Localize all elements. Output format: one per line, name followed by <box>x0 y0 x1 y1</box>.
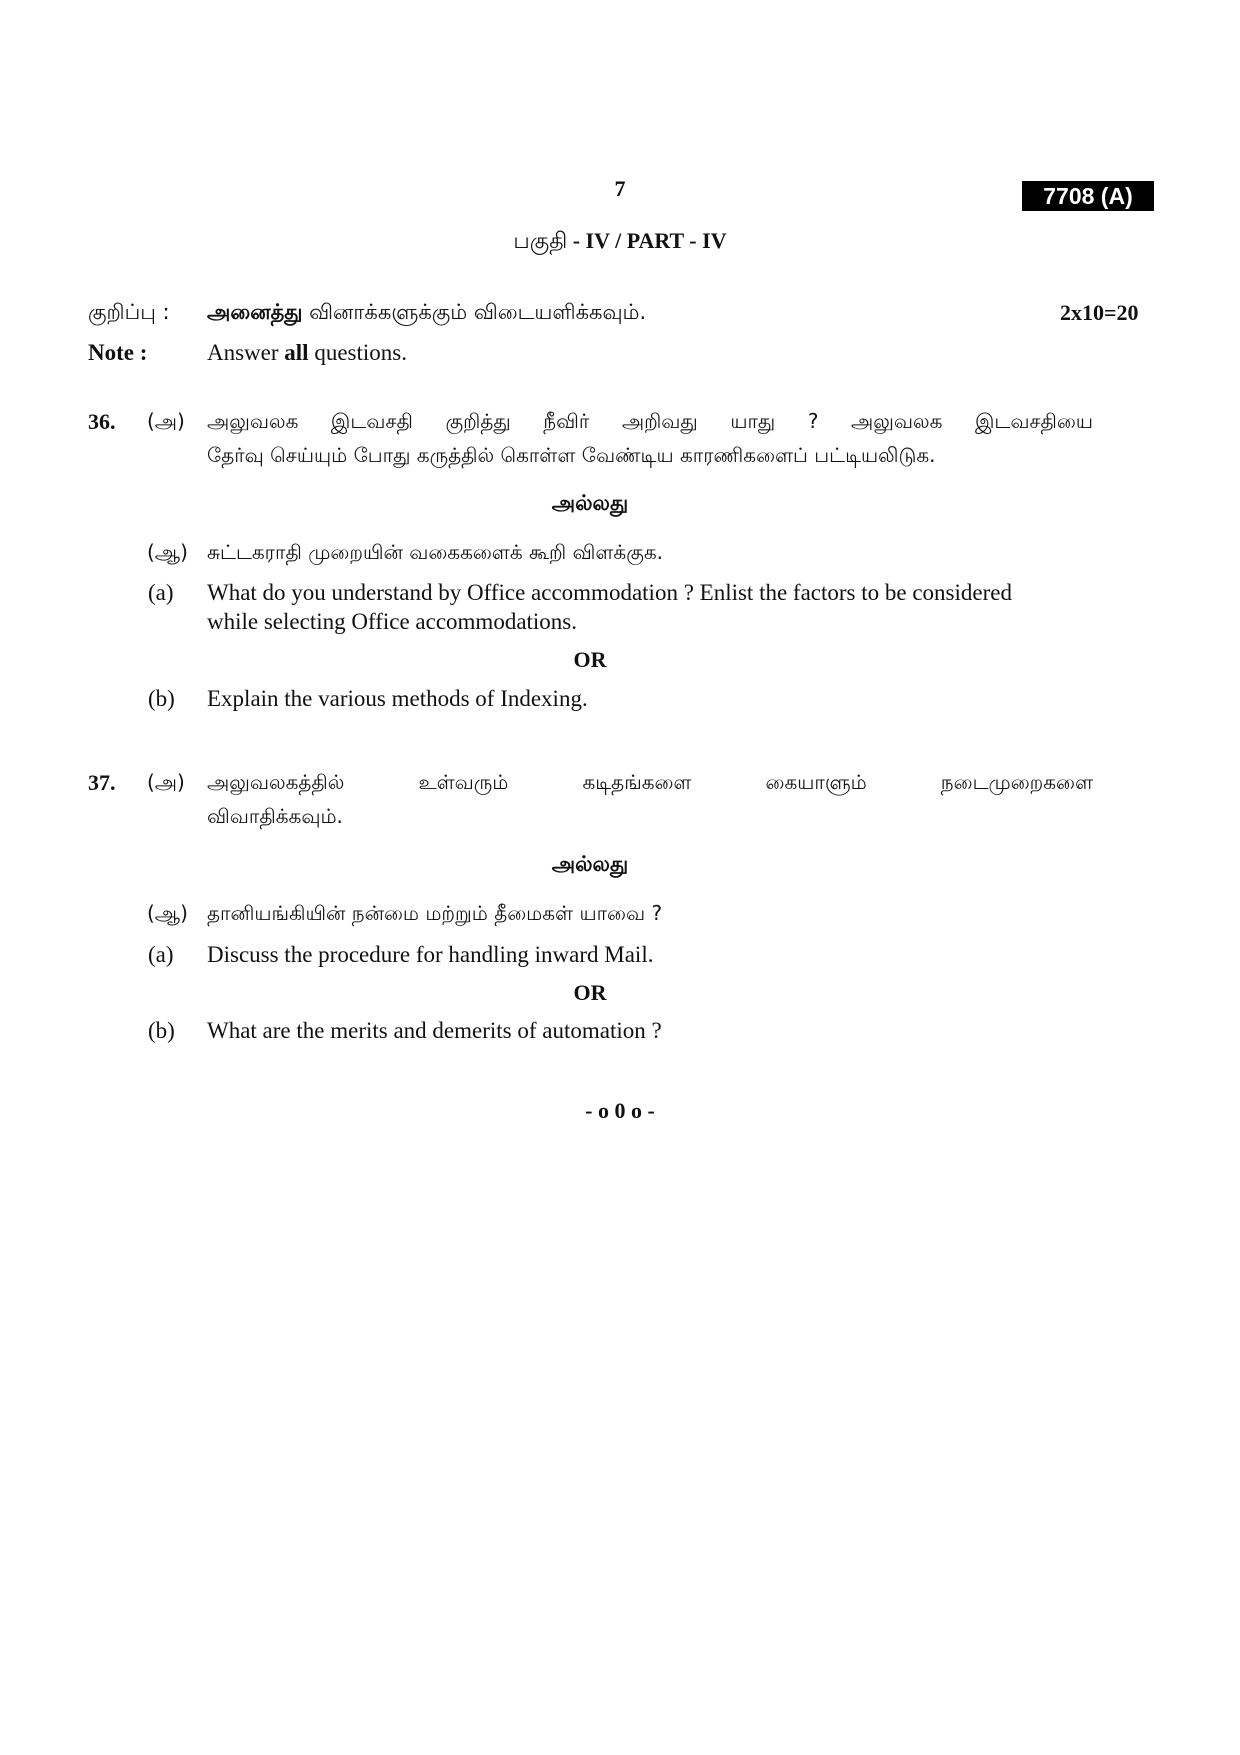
part-title-english: - IV / PART - IV <box>567 228 727 253</box>
q36-b-en-label: (b) <box>148 686 175 711</box>
q36-b-tamil-label: (ஆ) <box>147 540 188 564</box>
note-en-bold: all <box>284 340 309 365</box>
q37-b-en-label: (b) <box>148 1018 175 1043</box>
q36-a-en-line1: What do you understand by Office accommodation ? Enlist the factors to be considered <box>207 580 1012 605</box>
question-36-number: 36. <box>88 409 116 434</box>
question-37-number: 37. <box>88 770 116 795</box>
q36-a-tamil-line2: தேர்வு செய்யும் போது கருத்தில் கொள்ள வேண்டிய காரணிகளைப் பட்டியலிடுக. <box>207 443 936 467</box>
q36-a-tamil-label: (அ) <box>147 409 185 433</box>
part-title-tamil: பகுதி <box>513 229 568 254</box>
paper-code-badge: 7708 (A) <box>1022 181 1154 211</box>
q36-a-en-label: (a) <box>148 580 174 605</box>
q37-or-english: OR <box>573 980 607 1005</box>
page-number: 7 <box>614 176 626 201</box>
note-tamil-bold: அனைத்து <box>207 300 303 324</box>
note-en-pre: Answer <box>207 340 285 365</box>
q37-b-tamil-label: (ஆ) <box>147 901 188 925</box>
q37-a-tamil-line2: விவாதிக்கவும். <box>207 804 343 828</box>
q36-b-en-text: Explain the various methods of Indexing. <box>207 686 588 711</box>
q37-b-tamil-text: தானியங்கியின் நன்மை மற்றும் தீமைகள் யாவை ? <box>207 901 663 925</box>
q37-a-tamil-label: (அ) <box>147 770 185 794</box>
q36-b-tamil-text: சுட்டகராதி முறையின் வகைகளைக் கூறி விளக்குக. <box>207 540 664 564</box>
note-en-post: questions. <box>308 340 407 365</box>
note-tamil-label: குறிப்பு : <box>88 300 170 324</box>
q36-a-en-line2: while selecting Office accommodations. <box>207 609 578 634</box>
marks-allocation: 2x10=20 <box>1060 300 1139 325</box>
q37-a-en-label: (a) <box>148 942 174 967</box>
q37-a-en-line1: Discuss the procedure for handling inward Mail. <box>207 942 654 967</box>
q36-or-english: OR <box>573 647 607 672</box>
note-en-label: Note : <box>88 340 148 365</box>
part-title <box>0 228 1240 257</box>
q37-b-en-text: What are the merits and demerits of automation ? <box>207 1018 662 1043</box>
q37-or-tamil: அல்லது <box>551 852 629 876</box>
q37-a-tamil-line1: அலுவலகத்தில் உள்வரும் கடிதங்களை கையாளும் நடைமுறைகளை <box>207 770 1093 794</box>
end-mark: - o 0 o - <box>585 1098 655 1123</box>
note-tamil <box>207 300 646 327</box>
q36-or-tamil: அல்லது <box>551 491 629 515</box>
note-tamil-text: வினாக்களுக்கும் விடையளிக்கவும். <box>309 300 647 324</box>
note-en <box>207 340 407 366</box>
q36-a-tamil-line1: அலுவலக இடவசதி குறித்து நீவிர் அறிவது யாது ? அலுவலக இடவசதியை <box>207 409 1093 433</box>
